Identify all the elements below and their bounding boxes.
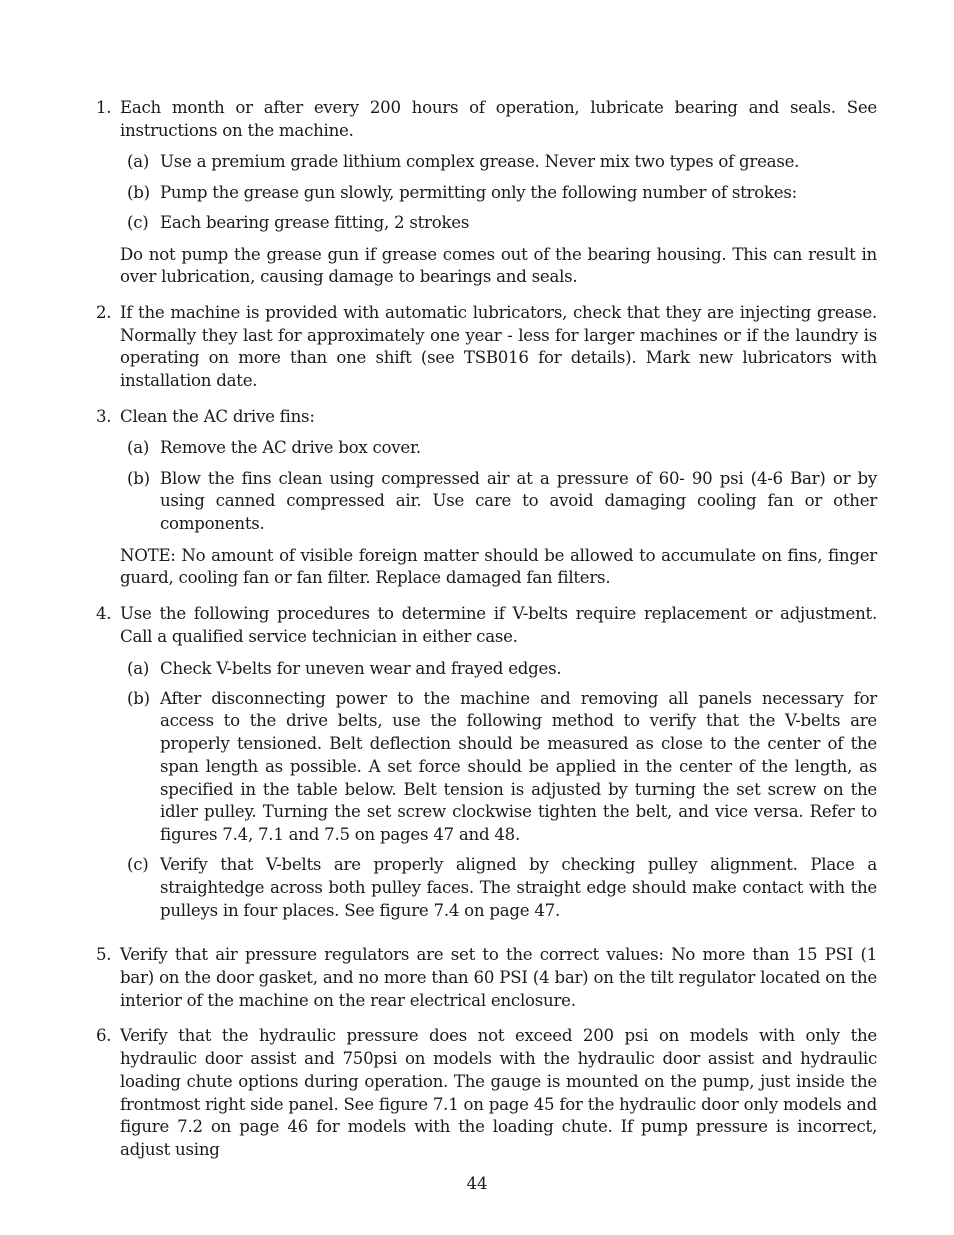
sub-item: [120, 151, 877, 174]
sub-item: [120, 688, 877, 847]
sub-item-text: Blow the fins clean using compressed air at a pressure of 60- 90 psi (4-6 Bar) or by using canned compressed air. Use care to avoid damaging cooling fan or other components.: [160, 468, 877, 534]
sub-item-text: Each bearing grease fitting, 2 strokes: [160, 212, 470, 232]
sub-item-text: After disconnecting power to the machine and removing all panels necessary for access to the drive belts, use the following method to verify that the V-belts are properly tensioned. Belt deflection should be measured as close to the center of the span length as possible. A set force should be applied in the center of the length, as specified in the table below. Belt tension is adjusted by turning the set screw on the idler pulley. Turning the set screw clockwise tighten the belt, and vice versa. Refer to figures 7.4, 7.1 and 7.5 on pages 47 and 48.: [160, 688, 877, 844]
sub-item: [120, 182, 877, 205]
sub-item: [120, 437, 877, 460]
sub-item: [120, 212, 877, 235]
item-text: If the machine is provided with automatic lubricators, check that they are injecting grease. Normally they last for approximately one year - less for larger machines or if the laundry is operating on more than one shift (see TSB016 for details). Mark new lubricators with installation date.: [120, 302, 877, 391]
sub-item-label: (a): [127, 438, 150, 458]
item-body: [120, 1025, 877, 1161]
item-text: Verify that the hydraulic pressure does not exceed 200 psi on models with only the hydraulic door assist and 750psi on models with the hydraulic door assist and hydraulic loading chute options during operation. The gauge is mounted on the pump, just inside the frontmost right side panel. See figure 7.1 on page 45 for the hydraulic door only models and figure 7.2 on page 46 for models with the loading chute. If pump pressure is incorrect, adjust using: [120, 1026, 877, 1159]
sub-item: [120, 468, 877, 536]
item-body: [120, 97, 877, 289]
sub-item-label: (a): [127, 152, 150, 172]
list-item-2: [96, 302, 877, 393]
sub-item-text: Use a premium grade lithium complex grease. Never mix two types of grease.: [160, 152, 800, 172]
item-number: 4.: [96, 604, 112, 624]
item-number: 3.: [96, 406, 112, 426]
sub-item-label: (b): [127, 688, 150, 708]
sub-list: [120, 151, 877, 234]
item-number: 5.: [96, 945, 112, 965]
list-item-1: [96, 97, 877, 289]
item-note: NOTE: No amount of visible foreign matter should be allowed to accumulate on fins, finger guard, cooling fan or fan filter. Replace damaged fan filters.: [120, 545, 877, 588]
list-item-5: [96, 944, 877, 1012]
item-number: 2.: [96, 302, 112, 322]
item-body: [120, 406, 877, 590]
list-item-4: [96, 603, 877, 931]
page-number: 44: [466, 1174, 488, 1193]
item-text: Use the following procedures to determine if V-belts require replacement or adjustment. Call a qualified service technician in either case.: [120, 604, 877, 646]
item-text: Verify that air pressure regulators are set to the correct values: No more than 15 PSI (1 bar) on the door gasket, and no more than 60 PSI (4 bar) on the tilt regulator located on the interior of the machine on the rear electrical enclosure.: [120, 945, 877, 1010]
sub-item-text: Remove the AC drive box cover.: [160, 438, 421, 458]
sub-item-text: Check V-belts for uneven wear and frayed edges.: [160, 658, 562, 678]
sub-item-label: (a): [127, 658, 150, 678]
item-body: [120, 302, 877, 393]
list-item-6: [96, 1025, 877, 1161]
item-body: [120, 603, 877, 931]
sub-item-label: (c): [127, 855, 149, 875]
item-note: Do not pump the grease gun if grease comes out of the bearing housing. This can result in over lubrication, causing damage to bearings and seals.: [120, 244, 877, 287]
sub-item-label: (b): [127, 182, 150, 202]
sub-item: [120, 854, 877, 922]
item-body: [120, 944, 877, 1012]
item-number: 6.: [96, 1026, 112, 1046]
list-item-3: [96, 406, 877, 590]
sub-item-label: (b): [127, 468, 150, 488]
sub-item-text: Verify that V-belts are properly aligned by checking pulley alignment. Place a straightedge across both pulley faces. The straight edge should make contact with the pulleys in four places. See figure 7.4 on page 47.: [160, 855, 877, 920]
item-number: 1.: [96, 98, 112, 117]
sub-item-text: Pump the grease gun slowly, permitting only the following number of strokes:: [160, 182, 797, 202]
sub-list: [120, 658, 877, 923]
sub-item: [120, 658, 877, 681]
document-body: [96, 97, 877, 1175]
sub-item-label: (c): [127, 212, 149, 232]
sub-list: [120, 437, 877, 535]
item-text: Clean the AC drive fins:: [120, 406, 315, 426]
item-text: Each month or after every 200 hours of operation, lubricate bearing and seals. See instructions on the machine.: [120, 98, 877, 140]
